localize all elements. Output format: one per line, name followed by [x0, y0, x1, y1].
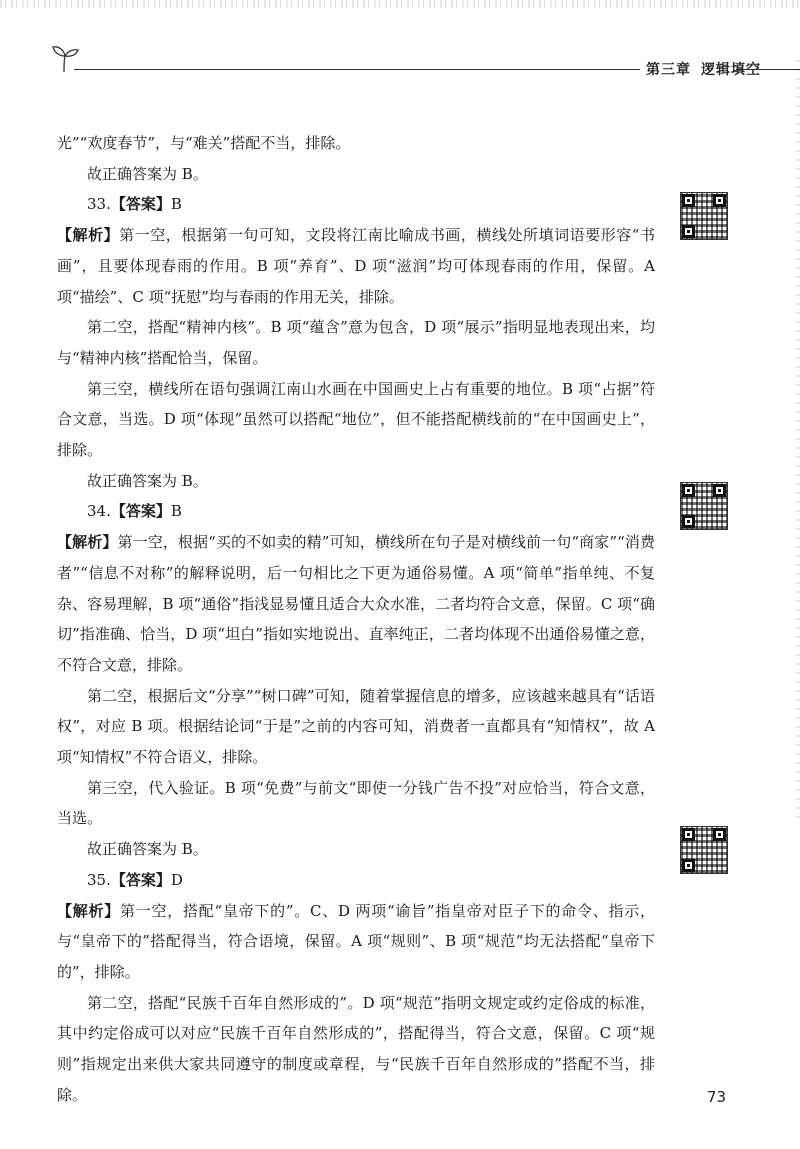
answer-value: B	[170, 502, 182, 521]
answer-label: 【答案】	[110, 870, 171, 889]
paragraph: 故正确答案为 B。	[87, 164, 208, 183]
qr-code-icon[interactable]	[680, 826, 728, 874]
paragraph: 故正确答案为 B。	[87, 471, 208, 490]
paragraph: 第三空，横线所在语句强调江南山水画在中国画史上占有重要的地位。B 项“占据”符合文意，当选。D 项“体现”虽然可以搭配“地位”，但不能搭配横线前的“在中国画史上”，排除。	[57, 379, 655, 460]
page-body	[57, 128, 655, 1111]
paragraph: 第二空，搭配“精神内核”。B 项“蕴含”意为包含，D 项“展示”指明显地表现出来，均与“精神内核”搭配恰当，保留。	[57, 318, 655, 367]
scan-edge-top	[0, 0, 800, 8]
answer-line	[57, 189, 655, 220]
paragraph: 故正确答案为 B。	[87, 840, 208, 859]
analysis-text: 第一空，根据“买的不如卖的精”可知，横线所在句子是对横线前一句“商家”“消费者”“信息不对称”的解释说明，后一句相比之下更为通俗易懂。A 项“简单”指单纯、不复杂、容易理解，B 项“通俗”指浅显易懂且适合大众水准，二者均符合文意，保留。C 项“确切”指准确、恰当，D 项“坦白”指如实地说出、直率纯正，二者均体现不出通俗易懂之意，不符合文意，排除。	[57, 533, 655, 674]
analysis-paragraph	[57, 896, 655, 988]
question-number: 35.	[87, 870, 111, 889]
header-rule-left	[74, 69, 640, 70]
answer-line	[57, 865, 655, 896]
paragraph: 第三空，代入验证。B 项“免费”与前文“即使一分钱广告不投”对应恰当，符合文意，当选。	[57, 778, 655, 828]
question-number: 33.	[87, 195, 111, 214]
analysis-label: 【解析】	[57, 533, 118, 552]
analysis-paragraph	[57, 220, 655, 312]
answer-label: 【答案】	[110, 195, 171, 214]
analysis-text: 第一空，根据第一句可知，文段将江南比喻成书画，横线处所填词语要形容“书画”，且要体现春雨的作用。B 项“养育”、D 项“滋润”均可体现春雨的作用，保留。A 项“描绘”、C 项“抚慰”均与春雨的作用无关，排除。	[57, 226, 655, 306]
qr-code-icon[interactable]	[680, 192, 728, 240]
scan-edge-right	[796, 60, 800, 820]
question-number: 34.	[87, 502, 111, 521]
analysis-text: 第一空，搭配“皇帝下的”。C、D 两项“谕旨”指皇帝对臣子下的命令、指示，与“皇帝下的”搭配得当，符合语境，保留。A 项“规则”、B 项“规范”均无法搭配“皇帝下的”，排除。	[57, 901, 655, 981]
paragraph: 光”“欢度春节”，与“难关”搭配不当，排除。	[57, 134, 351, 152]
chapter-number: 第三章	[646, 62, 691, 78]
qr-code-icon[interactable]	[680, 482, 728, 530]
page-header	[50, 42, 800, 82]
analysis-paragraph	[57, 527, 655, 681]
answer-value: D	[170, 870, 183, 889]
analysis-label: 【解析】	[57, 901, 120, 920]
analysis-label: 【解析】	[57, 226, 120, 245]
answer-line	[57, 496, 655, 527]
page-number: 73	[707, 1088, 727, 1106]
answer-value: B	[170, 195, 182, 214]
paragraph: 第二空，根据后文“分享”“树口碑”可知，随着掌握信息的增多，应该越来越具有“话语权”，对应 B 项。根据结论词“于是”之前的内容可知，消费者一直都具有“知情权”，故 A 项“知情权”不符合语义，排除。	[57, 686, 655, 767]
answer-label: 【答案】	[110, 502, 171, 521]
header-rule-right	[736, 69, 800, 70]
chapter-section: 逻辑填空	[701, 62, 761, 78]
paragraph: 第二空，搭配“民族千百年自然形成的”。D 项“规范”指明文规定或约定俗成的标准，其中约定俗成可以对应“民族千百年自然形成的”，搭配得当，符合文意，保留。C 项“规则”指规定出来供大家共同遵守的制度或章程，与“民族千百年自然形成的”搭配不当，排除。	[57, 993, 655, 1104]
